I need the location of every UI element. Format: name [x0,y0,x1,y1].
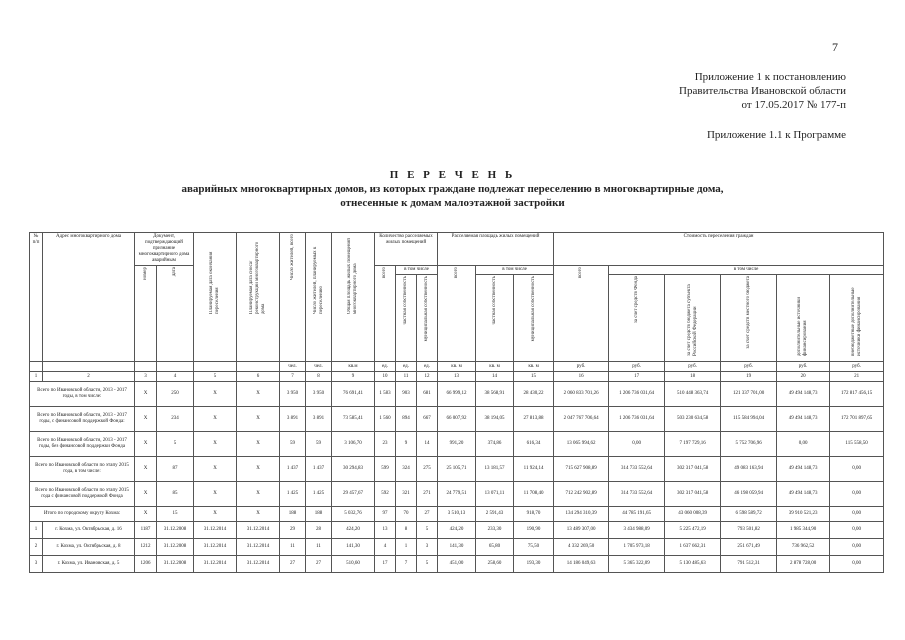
table-body [30,372,884,573]
unit-cell: чел. [306,362,332,372]
unit-cell: кв. м [514,362,554,372]
table-cell: 5 752 706,96 [721,432,777,457]
column-number-cell: 19 [721,372,777,382]
table-cell: 9 [396,432,417,457]
table-cell: 134 294 310,39 [554,507,609,522]
table-cell: 5 [157,432,194,457]
table-cell: 31.12.2014 [194,522,237,539]
table-cell: X [194,482,237,507]
annex-program: Приложение 1.1 к Программе [706,129,846,141]
summary-label-cell: Всего по Ивановской области, 2013 - 2017 годы, с финансовой поддержкой Фонда: [30,407,135,432]
header-cost: Стоимость переселения граждан [554,233,884,266]
table-cell: 24 779,51 [438,482,476,507]
summary-label-cell: Всего по Ивановской области, 2013 - 2017 годы, без финансовой поддержки Фонда [30,432,135,457]
column-number-cell: 6 [237,372,280,382]
table-cell: 1 425 [280,482,306,507]
header-rooms-count: Количество расселяемых жилых помещений [375,233,438,266]
header-cost-federal: за счет средств бюджета субъекта Российской Федерации [665,275,721,362]
column-number-cell: 9 [332,372,375,382]
table-cell: 11 [306,539,332,556]
column-number-cell: 18 [665,372,721,382]
column-number-cell: 4 [157,372,194,382]
table-row [30,556,884,573]
document-title [0,168,905,210]
table-cell: X [194,457,237,482]
table-cell: 49 494 148,73 [777,407,830,432]
table-cell: X [237,382,280,407]
table-cell: 314 733 552,64 [609,482,665,507]
table-cell: 17 [375,556,396,573]
table-cell: 894 [396,407,417,432]
column-number-cell: 16 [554,372,609,382]
unit-cell: ед. [396,362,417,372]
column-number-cell: 13 [438,372,476,382]
table-cell: 39 910 521,23 [777,507,830,522]
table-cell: 0,00 [830,556,884,573]
units-row [30,362,884,372]
table-cell: 49 494 148,73 [777,482,830,507]
table-cell: 29 [280,522,306,539]
table-cell: 1 206 736 031,64 [609,382,665,407]
annex-line-2: Правительства Ивановской области [679,85,846,97]
table-cell: 1212 [135,539,157,556]
header-rooms-private: частная собственность [396,275,417,362]
annex-line-3: от 17.05.2017 № 177-п [741,99,846,111]
unit-cell: ед. [375,362,396,372]
table-cell: 250 [157,382,194,407]
table-cell: X [237,407,280,432]
table-cell: 275 [417,457,438,482]
table-cell: 451,00 [438,556,476,573]
table-cell: 190,90 [514,522,554,539]
header-rooms-including: в том числе [396,266,438,275]
table-cell: 1 705 973,18 [609,539,665,556]
table-cell: 374,86 [476,432,514,457]
table-cell: 13 181,57 [476,457,514,482]
table-row [30,522,884,539]
table-cell: 13 489 307,00 [554,522,609,539]
table-cell: 991,20 [438,432,476,457]
table-cell: X [237,507,280,522]
table-cell: 0,00 [830,507,884,522]
table-cell: 25 105,71 [438,457,476,482]
table-cell: 11 924,14 [514,457,554,482]
table-cell: 31.12.2014 [237,522,280,539]
table-cell: 59 [280,432,306,457]
table-cell: 424,20 [332,522,375,539]
table-cell: 115 584 994,04 [721,407,777,432]
table-cell: 5 [417,522,438,539]
table-cell: X [194,507,237,522]
table-cell: 49 494 148,73 [777,457,830,482]
summary-label-cell: Всего по Ивановской области по этапу 2015 года, в том числе: [30,457,135,482]
table-cell: 66 007,92 [438,407,476,432]
table-cell: 3 434 988,09 [609,522,665,539]
table-cell: 14 186 049,63 [554,556,609,573]
page-number: 7 [832,40,838,54]
table-cell: 31.12.2008 [157,522,194,539]
header-cost-additional: дополнительные источники финансирования [777,275,830,362]
column-number-cell: 12 [417,372,438,382]
table-cell: 31.12.2014 [194,539,237,556]
address-cell: г. Кохма, ул. Октябрьская, д. 16 [43,522,135,539]
table-cell: 258,60 [476,556,514,573]
table-cell: 115 558,50 [830,432,884,457]
table-cell: 5 365 322,09 [609,556,665,573]
header-area-including: в том числе [476,266,554,275]
table-cell: 510 448 363,74 [665,382,721,407]
header-address: Адрес многоквартирного дома [43,233,135,362]
table-cell: 4 [375,539,396,556]
table-cell: 271 [417,482,438,507]
table-cell: 736 962,52 [777,539,830,556]
table-cell: 2 878 728,00 [777,556,830,573]
table-cell: 27 [280,556,306,573]
table-cell: 0,00 [830,522,884,539]
table-cell: 14 [417,432,438,457]
table-cell: 918,70 [514,507,554,522]
table-cell: 1 425 [306,482,332,507]
column-number-cell: 21 [830,372,884,382]
table-cell: 8 [396,522,417,539]
table-cell: 44 785 191,65 [609,507,665,522]
header-residents-planned: Число жителей, планируемых к переселению [306,233,332,362]
table-cell: 73 585,41 [332,407,375,432]
table-cell: 7 [396,556,417,573]
table-cell: 681 [417,382,438,407]
header-doc-number: номер [135,266,157,362]
table-cell: 11 708,40 [514,482,554,507]
table-cell: 75,50 [514,539,554,556]
header-area-resettled: Расселяемая площадь жилых помещений [438,233,554,266]
table-cell: 903 [396,382,417,407]
table-cell: 599 [375,457,396,482]
summary-label-cell: Всего по Ивановской области, 2013 - 2017 годы, в том числе: [30,382,135,407]
unit-cell: руб. [830,362,884,372]
column-number-cell: 7 [280,372,306,382]
table-cell: 715 627 908,89 [554,457,609,482]
table-cell: 141,30 [332,539,375,556]
column-number-cell: 11 [396,372,417,382]
table-cell: 76 691,41 [332,382,375,407]
table-cell: X [237,432,280,457]
header-cost-fund: за счет средств Фонда [609,275,665,362]
table-cell: 13 [375,522,396,539]
table-cell: 27 813,88 [514,407,554,432]
table-cell: 70 [396,507,417,522]
table-cell: 31.12.2014 [237,556,280,573]
table-cell: 592 [375,482,396,507]
table-cell: 5 [417,556,438,573]
table-cell: 0,00 [609,432,665,457]
table-cell: 3 106,70 [332,432,375,457]
table-cell: 97 [375,507,396,522]
table-cell: 1 985 344,90 [777,522,830,539]
table-cell: 13 065 994,62 [554,432,609,457]
header-cost-total: всего [554,266,609,362]
table-cell: 46 198 059,94 [721,482,777,507]
table-cell: 793 501,82 [721,522,777,539]
table-cell: 1 437 [280,457,306,482]
table-cell: 29 457,67 [332,482,375,507]
header-planned-demolition: Планируемая дата сноса/реконструкции многоквартирного дома [237,233,280,362]
column-number-cell: 8 [306,372,332,382]
table-cell: 31.12.2014 [237,539,280,556]
column-number-cell: 2 [43,372,135,382]
unit-cell: кв.м [332,362,375,372]
table-cell: 188 [280,507,306,522]
table-row [30,507,884,522]
table-cell: X [237,457,280,482]
table-cell: 27 [417,507,438,522]
table-cell: 791 512,31 [721,556,777,573]
table-cell: 49 494 148,73 [777,382,830,407]
column-number-cell: 17 [609,372,665,382]
table-cell: 0,00 [830,457,884,482]
header-planned-end: Планируемая дата окончания переселения [194,233,237,362]
header-rooms-municipal: муниципальная собственность [417,275,438,362]
table-cell: 2 060 833 701,26 [554,382,609,407]
address-cell: г. Кохма, ул. Ивановская, д. 5 [43,556,135,573]
table-cell: 5 225 472,19 [665,522,721,539]
header-cost-including: в том числе [609,266,884,275]
table-cell: 616,34 [514,432,554,457]
table-cell: 3 950 [280,382,306,407]
table-cell: 3 510,13 [438,507,476,522]
table-cell: 15 [157,507,194,522]
table-cell: 0,00 [777,432,830,457]
table-cell: X [194,432,237,457]
table-cell: 65,80 [476,539,514,556]
title-line-1: аварийных многоквартирных домов, из которых граждане подлежат переселению в многоквартирные дома, [181,183,724,195]
table-cell: 1 206 736 031,64 [609,407,665,432]
unit-cell: руб. [554,362,609,372]
row-number-cell: 3 [30,556,43,573]
table-cell: 28 430,22 [514,382,554,407]
column-number-cell: 20 [777,372,830,382]
header-rooms-total: всего [375,266,396,362]
table-cell: 5 032,76 [332,507,375,522]
header-area-res-total: всего [438,266,476,362]
table-cell: 302 317 041,58 [665,482,721,507]
table-cell: 5 130 485,63 [665,556,721,573]
column-number-cell: 5 [194,372,237,382]
table-cell: 38 568,91 [476,382,514,407]
table-cell: 11 [280,539,306,556]
unit-cell: чел. [280,362,306,372]
table-cell: 121 337 701,00 [721,382,777,407]
table-cell: 13 071,11 [476,482,514,507]
table-cell: 6 598 589,72 [721,507,777,522]
table-cell: 1 [396,539,417,556]
table-row [30,457,884,482]
table-cell: 59 [306,432,332,457]
table-cell: 43 060 008,39 [665,507,721,522]
table-cell: 712 242 902,89 [554,482,609,507]
table-cell: X [135,407,157,432]
row-number-cell: 1 [30,522,43,539]
table-cell: 1206 [135,556,157,573]
column-numbers-row [30,372,884,382]
header-no: № п/п [30,233,43,362]
table-cell: X [237,482,280,507]
table-cell: X [135,382,157,407]
table-cell: X [135,432,157,457]
table-cell: 424,20 [438,522,476,539]
header-cost-extra: внебюджетные дополнительные источники финансирования [830,275,884,362]
table-cell: X [135,507,157,522]
column-number-cell: 14 [476,372,514,382]
table-row [30,482,884,507]
title-heading: П Е Р Е Ч Е Н Ь [389,169,516,181]
column-number-cell: 3 [135,372,157,382]
table-cell: 234 [157,407,194,432]
table-cell: 324 [396,457,417,482]
summary-label-cell: Всего по Ивановской области по этапу 2015 года с финансовой поддержкой Фонда [30,482,135,507]
table-cell: 0,00 [830,482,884,507]
table-cell: 251 671,49 [721,539,777,556]
table-cell: 66 999,12 [438,382,476,407]
table-cell: 314 733 552,64 [609,457,665,482]
header-document: Документ, подтверждающий признание многоквартирного дома аварийным [135,233,194,266]
table-cell: 28 [306,522,332,539]
table-cell: X [135,482,157,507]
header-residents-total: Число жителей, всего [280,233,306,362]
table-cell: 3 [417,539,438,556]
table-cell: 302 317 041,58 [665,457,721,482]
table-cell: X [194,382,237,407]
table-row [30,382,884,407]
table-row [30,539,884,556]
header-cost-local: за счет средств местного бюджета [721,275,777,362]
table-cell: 49 083 163,94 [721,457,777,482]
annex-block [679,70,846,112]
unit-cell: руб. [609,362,665,372]
table-cell: 31.12.2008 [157,556,194,573]
column-number-cell: 10 [375,372,396,382]
table-cell: 7 197 729,16 [665,432,721,457]
table-cell: 1 583 [375,382,396,407]
table-cell: 2 591,43 [476,507,514,522]
table-cell: 31.12.2014 [194,556,237,573]
unit-cell: руб. [721,362,777,372]
table-cell: 172 701 897,65 [830,407,884,432]
unit-cell: кв. м [438,362,476,372]
table-cell: 2 047 767 706,64 [554,407,609,432]
header-area-municipal: муниципальная собственность [514,275,554,362]
table-cell: 3 950 [306,382,332,407]
table-cell: 38 194,05 [476,407,514,432]
resettlement-table [29,232,884,573]
table-cell: 193,30 [514,556,554,573]
summary-label-cell: Итого по городскому округу Кохма: [30,507,135,522]
table-cell: 1 637 662,31 [665,539,721,556]
table-cell: 1 560 [375,407,396,432]
column-number-cell: 1 [30,372,43,382]
table-cell: X [194,407,237,432]
table-row [30,432,884,457]
table-cell: 1187 [135,522,157,539]
table-cell: 233,30 [476,522,514,539]
title-line-2: отнесенные к домам малоэтажной застройки [340,197,565,209]
row-number-cell: 2 [30,539,43,556]
table-cell: 172 817 456,15 [830,382,884,407]
table-cell: 503 230 634,58 [665,407,721,432]
table-cell: 3 891 [280,407,306,432]
table-cell: 85 [157,482,194,507]
unit-cell: руб. [665,362,721,372]
table-cell: 3 891 [306,407,332,432]
table-cell: 188 [306,507,332,522]
unit-cell: ед. [417,362,438,372]
table-cell: 510,60 [332,556,375,573]
table-cell: 321 [396,482,417,507]
table-cell: 31.12.2008 [157,539,194,556]
unit-cell: кв. м [476,362,514,372]
address-cell: г. Кохма, ул. Октябрьская, д. 8 [43,539,135,556]
table-cell: X [135,457,157,482]
header-area-total: Общая площадь жилых помещений многоквартирного дома [332,233,375,362]
table-cell: 4 332 269,50 [554,539,609,556]
column-number-cell: 15 [514,372,554,382]
unit-cell: руб. [777,362,830,372]
table-row [30,407,884,432]
table-cell: 0,00 [830,539,884,556]
table-cell: 87 [157,457,194,482]
header-doc-date: дата [157,266,194,362]
table-cell: 30 294,83 [332,457,375,482]
header-area-private: частная собственность [476,275,514,362]
annex-line-1: Приложение 1 к постановлению [694,71,846,83]
table-cell: 27 [306,556,332,573]
table-cell: 667 [417,407,438,432]
table-cell: 23 [375,432,396,457]
table-cell: 141,30 [438,539,476,556]
table-cell: 1 437 [306,457,332,482]
